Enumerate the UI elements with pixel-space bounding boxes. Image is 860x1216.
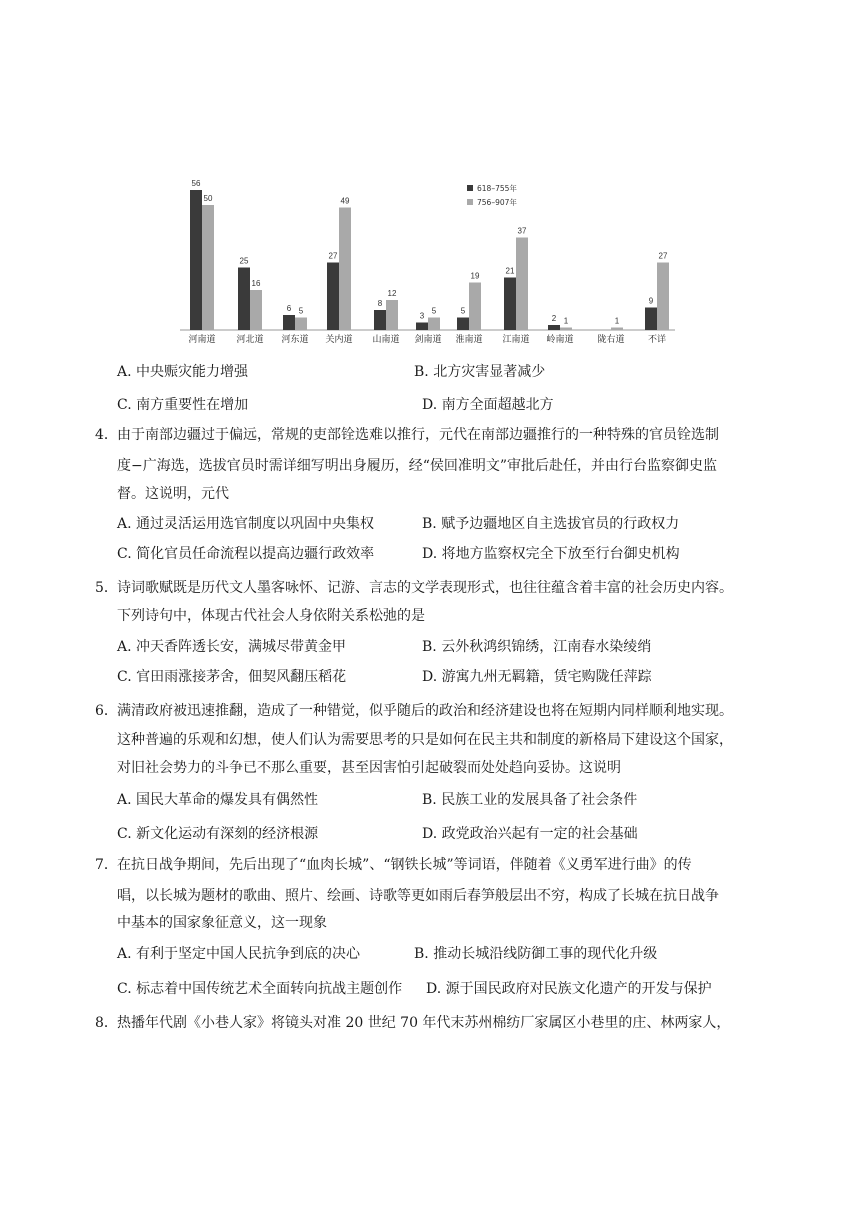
q7-option-b: B. 推动长城沿线防御工事的现代化升级 — [414, 946, 658, 962]
q6-option-a: A. 国民大革命的爆发具有偶然性 — [117, 792, 319, 808]
bar-岭南道-series-1 — [548, 325, 560, 330]
data-label: 8 — [377, 299, 383, 308]
bar-关内道-series-1 — [327, 263, 339, 331]
q7-option-d: D. 源于国民政府对民族文化遗产的开发与保护 — [426, 981, 712, 997]
q3-option-b: B. 北方灾害显著减少 — [414, 364, 546, 380]
q5-option-c: C. 官田雨涨接茅舍，佃契风翻压稻花 — [117, 669, 347, 685]
data-label: 19 — [470, 271, 480, 281]
bar-剑南道-series-1 — [416, 323, 428, 331]
bar-山南道-series-1 — [374, 310, 386, 330]
q6-number: 6． — [95, 703, 118, 719]
q4-stem-line-3: 督。这说明，元代 — [117, 486, 229, 502]
q7-option-a: A. 有利于坚定中国人民抗争到底的决心 — [117, 946, 361, 962]
data-label: 2 — [551, 314, 557, 323]
q7-stem-line-1: 在抗日战争期间，先后出现了“血肉长城”、“钢铁长城”等词语，伴随着《义勇军进行曲》的传 — [117, 857, 692, 873]
bar-不详-series-1 — [645, 308, 657, 331]
bar-chart — [170, 170, 690, 350]
bar-河东道-series-1 — [283, 315, 295, 330]
q6-option-b: B. 民族工业的发展具备了社会条件 — [422, 792, 638, 808]
q5-option-d: D. 游寓九州无羁籍，赁宅购陇任萍踪 — [422, 669, 652, 685]
q8-number: 8． — [95, 1015, 118, 1031]
data-label: 56 — [191, 179, 201, 188]
data-label: 5 — [431, 306, 437, 316]
bar-江南道-series-1 — [504, 278, 516, 331]
bar-河北道-series-1 — [238, 268, 250, 331]
data-label: 5 — [460, 306, 466, 316]
data-label: 27 — [658, 251, 668, 261]
category-label: 河东道 — [281, 335, 309, 345]
data-label: 50 — [203, 194, 213, 203]
data-label: 16 — [251, 279, 261, 288]
category-label: 岭南道 — [546, 335, 574, 345]
bar-chart-svg — [170, 170, 690, 350]
legend-swatch — [467, 185, 473, 191]
q4-option-b: B. 赋予边疆地区自主选拔官员的行政权力 — [422, 516, 680, 532]
category-label: 山南道 — [372, 335, 400, 345]
q5-number: 5． — [95, 580, 118, 596]
category-label: 淮南道 — [455, 335, 483, 345]
data-label: 12 — [387, 289, 397, 298]
bar-山南道-series-2 — [386, 300, 398, 330]
q4-stem-line-1: 由于南部边疆过于偏远，常规的吏部铨选难以推行，元代在南部边疆推行的一种特殊的官员铨选制 — [117, 427, 719, 443]
legend-swatch — [467, 199, 473, 205]
bar-河东道-series-2 — [295, 318, 307, 331]
bar-关内道-series-2 — [339, 208, 351, 331]
bar-河南道-series-1 — [190, 190, 202, 330]
data-label: 9 — [648, 296, 654, 306]
data-label: 1 — [563, 316, 569, 326]
data-label: 49 — [340, 196, 350, 206]
q6-option-c: C. 新文化运动有深刻的经济根源 — [117, 826, 319, 842]
q8-stem-line-1: 热播年代剧《小巷人家》将镜头对准 20 世纪 70 年代末苏州棉纺厂家属区小巷里的庄、林两家人， — [117, 1015, 731, 1031]
q4-option-a: A. 通过灵活运用选官制度以巩固中央集权 — [117, 516, 375, 532]
bar-不详-series-2 — [657, 263, 669, 331]
category-label: 关内道 — [325, 335, 353, 345]
q5-option-b: B. 云外秋鸿织锦绣，江南春水染绫绡 — [422, 639, 652, 655]
bar-河南道-series-2 — [202, 205, 214, 330]
category-label: 河南道 — [188, 335, 216, 345]
data-label: 6 — [286, 304, 292, 313]
q7-stem-line-2: 唱，以长城为题材的歌曲、照片、绘画、诗歌等更如雨后春笋般层出不穷，构成了长城在抗日战争 — [117, 888, 719, 904]
bar-淮南道-series-1 — [457, 318, 469, 331]
data-label: 5 — [298, 306, 304, 316]
bar-河北道-series-2 — [250, 290, 262, 330]
category-label: 不详 — [647, 335, 667, 345]
q6-stem-line-3: 对旧社会势力的斗争已不那么重要，甚至因害怕引起破裂而处处趋向妥协。这说明 — [117, 760, 621, 776]
q4-option-d: D. 将地方监察权完全下放至行台御史机构 — [422, 546, 680, 562]
q4-stem-line-2: 度−广海选，选拔官员时需详细写明出身履历，经“侯回准明文”审批后赴任，并由行台监察御史监 — [117, 458, 718, 474]
bar-江南道-series-2 — [516, 238, 528, 331]
bar-剑南道-series-2 — [428, 318, 440, 331]
data-label: 27 — [328, 251, 338, 261]
data-label: 21 — [505, 266, 515, 276]
q6-stem-line-2: 这种普遍的乐观和幻想，使人们认为需要思考的只是如何在民主共和制度的新格局下建设这个国家， — [117, 732, 733, 748]
bar-淮南道-series-2 — [469, 283, 481, 331]
data-label: 37 — [517, 226, 527, 236]
q6-option-d: D. 政党政治兴起有一定的社会基础 — [422, 826, 638, 842]
bar-陇右道-series-2 — [611, 328, 623, 331]
bar-岭南道-series-2 — [560, 328, 572, 331]
q7-number: 7． — [95, 857, 118, 873]
category-label: 江南道 — [502, 335, 530, 345]
category-label: 剑南道 — [414, 335, 442, 345]
q3-option-c: C. 南方重要性在增加 — [117, 397, 249, 413]
category-label: 河北道 — [236, 335, 264, 345]
q5-stem-line-2: 下列诗句中，体现古代社会人身依附关系松弛的是 — [117, 608, 425, 624]
q7-option-c: C. 标志着中国传统艺术全面转向抗战主题创作 — [117, 981, 403, 997]
data-label: 3 — [419, 311, 425, 321]
q4-option-c: C. 简化官员任命流程以提高边疆行政效率 — [117, 546, 375, 562]
legend-label: 618–755年 — [477, 184, 517, 193]
q3-option-d: D. 南方全面超越北方 — [422, 397, 554, 413]
data-label: 1 — [614, 316, 620, 326]
q5-stem-line-1: 诗词歌赋既是历代文人墨客咏怀、记游、言志的文学表现形式，也往往蕴含着丰富的社会历史内容。 — [117, 580, 733, 596]
category-label: 陇右道 — [597, 335, 625, 345]
q4-number: 4． — [95, 427, 118, 443]
q3-option-a: A. 中央赈灾能力增强 — [117, 364, 249, 380]
q7-stem-line-3: 中基本的国家象征意义，这一现象 — [117, 915, 327, 931]
q5-option-a: A. 冲天香阵透长安，满城尽带黄金甲 — [117, 639, 347, 655]
q6-stem-line-1: 满清政府被迅速推翻，造成了一种错觉，似乎随后的政治和经济建设也将在短期内同样顺利地实现。 — [117, 703, 733, 719]
data-label: 25 — [239, 256, 249, 266]
legend-label: 756–907年 — [477, 198, 517, 207]
